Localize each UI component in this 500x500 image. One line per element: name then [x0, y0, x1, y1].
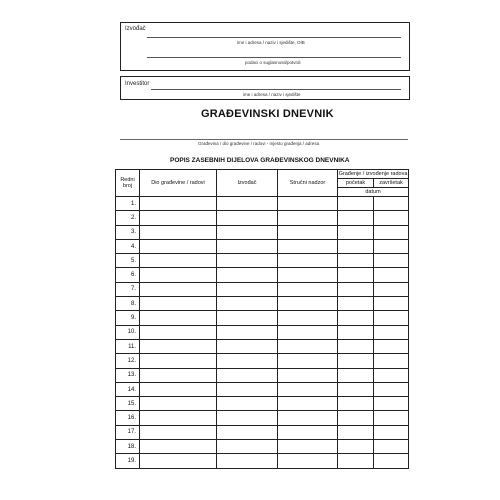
part-cell[interactable] — [140, 411, 217, 425]
end-date-cell[interactable] — [374, 425, 409, 439]
contractor-name-line[interactable] — [147, 37, 401, 38]
supervision-cell[interactable] — [278, 425, 338, 439]
supervision-cell[interactable] — [278, 297, 338, 311]
start-date-cell[interactable] — [338, 354, 374, 368]
table-row — [116, 354, 409, 368]
supervision-cell[interactable] — [278, 368, 338, 382]
table-row — [116, 197, 409, 211]
row-number: 9. — [116, 311, 140, 325]
end-date-cell[interactable] — [374, 325, 409, 339]
contractor-cell[interactable] — [217, 311, 278, 325]
start-date-cell[interactable] — [338, 397, 374, 411]
end-date-cell[interactable] — [374, 411, 409, 425]
part-cell[interactable] — [140, 368, 217, 382]
contractor-cell[interactable] — [217, 339, 278, 353]
part-cell[interactable] — [140, 197, 217, 211]
start-date-cell[interactable] — [338, 197, 374, 211]
end-date-cell[interactable] — [374, 211, 409, 225]
contractor-cell[interactable] — [217, 368, 278, 382]
header-supervision: Stručni nadzor — [278, 170, 338, 197]
start-date-cell[interactable] — [338, 297, 374, 311]
end-date-cell[interactable] — [374, 239, 409, 253]
contractor-cell[interactable] — [217, 440, 278, 454]
end-date-cell[interactable] — [374, 254, 409, 268]
part-cell[interactable] — [140, 297, 217, 311]
header-row-number: Redni broj — [116, 170, 140, 197]
part-cell[interactable] — [140, 282, 217, 296]
table-row — [116, 339, 409, 353]
end-date-cell[interactable] — [374, 440, 409, 454]
contractor-cell[interactable] — [217, 282, 278, 296]
part-cell[interactable] — [140, 268, 217, 282]
row-number: 18. — [116, 440, 140, 454]
end-date-cell[interactable] — [374, 397, 409, 411]
contractor-cell[interactable] — [217, 397, 278, 411]
part-cell[interactable] — [140, 254, 217, 268]
start-date-cell[interactable] — [338, 239, 374, 253]
row-number: 5. — [116, 254, 140, 268]
contractor-cell[interactable] — [217, 197, 278, 211]
row-number: 3. — [116, 225, 140, 239]
row-number: 17. — [116, 425, 140, 439]
table-row — [116, 311, 409, 325]
part-cell[interactable] — [140, 225, 217, 239]
part-cell[interactable] — [140, 311, 217, 325]
start-date-cell[interactable] — [338, 382, 374, 396]
contractor-cell[interactable] — [217, 382, 278, 396]
part-cell[interactable] — [140, 454, 217, 468]
investor-box — [120, 76, 410, 100]
header-start: početak — [338, 179, 374, 188]
row-number: 15. — [116, 397, 140, 411]
contractor-approval-line[interactable] — [147, 57, 401, 58]
start-date-cell[interactable] — [338, 254, 374, 268]
part-cell[interactable] — [140, 239, 217, 253]
table-row — [116, 440, 409, 454]
end-date-cell[interactable] — [374, 339, 409, 353]
part-cell[interactable] — [140, 425, 217, 439]
end-date-cell[interactable] — [374, 268, 409, 282]
supervision-cell[interactable] — [278, 197, 338, 211]
start-date-cell[interactable] — [338, 425, 374, 439]
supervision-cell[interactable] — [278, 339, 338, 353]
row-number: 8. — [116, 297, 140, 311]
row-number: 16. — [116, 411, 140, 425]
building-caption: Građevina / dio građevine / radovi - mjesto građenja / adresa — [198, 141, 320, 146]
contractor-label: Izvođač — [125, 26, 146, 32]
contractor-cell[interactable] — [217, 297, 278, 311]
investor-name-caption: ime i adresa / naziv i sjedište — [243, 92, 301, 97]
part-cell[interactable] — [140, 325, 217, 339]
supervision-cell[interactable] — [278, 382, 338, 396]
part-cell[interactable] — [140, 354, 217, 368]
end-date-cell[interactable] — [374, 225, 409, 239]
part-cell[interactable] — [140, 211, 217, 225]
start-date-cell[interactable] — [338, 211, 374, 225]
start-date-cell[interactable] — [338, 454, 374, 468]
row-number: 7. — [116, 282, 140, 296]
supervision-cell[interactable] — [278, 211, 338, 225]
supervision-cell[interactable] — [278, 239, 338, 253]
header-period: Građenje / izvođenje radova — [338, 170, 408, 177]
supervision-cell[interactable] — [278, 397, 338, 411]
table-row — [116, 268, 409, 282]
contractor-name-caption: ime i adresa / naziv i sjedište, OIB — [237, 40, 305, 45]
end-date-cell[interactable] — [374, 297, 409, 311]
table-row — [116, 425, 409, 439]
investor-label: Investitor — [125, 81, 150, 87]
contractor-cell[interactable] — [217, 211, 278, 225]
start-date-cell[interactable] — [338, 268, 374, 282]
supervision-cell[interactable] — [278, 282, 338, 296]
contractor-cell[interactable] — [217, 239, 278, 253]
end-date-cell[interactable] — [374, 197, 409, 211]
table-row — [116, 368, 409, 382]
header-part: Dio građevine / radovi — [140, 170, 217, 197]
start-date-cell[interactable] — [338, 440, 374, 454]
header-date: datum — [338, 188, 409, 197]
supervision-cell[interactable] — [278, 454, 338, 468]
part-cell[interactable] — [140, 382, 217, 396]
supervision-cell[interactable] — [278, 440, 338, 454]
contractor-cell[interactable] — [217, 268, 278, 282]
row-number: 6. — [116, 268, 140, 282]
start-date-cell[interactable] — [338, 339, 374, 353]
supervision-cell[interactable] — [278, 411, 338, 425]
start-date-cell[interactable] — [338, 411, 374, 425]
table-row — [116, 225, 409, 239]
header-end: završetak — [374, 179, 409, 188]
row-number: 10. — [116, 325, 140, 339]
table-row — [116, 397, 409, 411]
table-title: POPIS ZASEBNIH DIJELOVA GRAĐEVINSKOG DNEVNIKA — [170, 157, 350, 164]
table-row — [116, 325, 409, 339]
start-date-cell[interactable] — [338, 368, 374, 382]
contractor-box — [120, 22, 410, 71]
table-row — [116, 382, 409, 396]
row-number: 1. — [116, 197, 140, 211]
start-date-cell[interactable] — [338, 311, 374, 325]
contractor-approval-caption: podaci o suglasnosti/potvrdi — [245, 60, 301, 65]
supervision-cell[interactable] — [278, 225, 338, 239]
row-number: 12. — [116, 354, 140, 368]
contractor-cell[interactable] — [217, 411, 278, 425]
part-cell[interactable] — [140, 440, 217, 454]
building-line[interactable] — [120, 139, 408, 140]
row-number: 11. — [116, 339, 140, 353]
supervision-cell[interactable] — [278, 311, 338, 325]
table-row — [116, 411, 409, 425]
row-number: 13. — [116, 368, 140, 382]
table-row — [116, 211, 409, 225]
start-date-cell[interactable] — [338, 282, 374, 296]
contractor-cell[interactable] — [217, 354, 278, 368]
row-number: 14. — [116, 382, 140, 396]
contractor-cell[interactable] — [217, 454, 278, 468]
start-date-cell[interactable] — [338, 225, 374, 239]
end-date-cell[interactable] — [374, 354, 409, 368]
start-date-cell[interactable] — [338, 325, 374, 339]
end-date-cell[interactable] — [374, 368, 409, 382]
supervision-cell[interactable] — [278, 354, 338, 368]
table-row — [116, 282, 409, 296]
contractor-cell[interactable] — [217, 225, 278, 239]
contractor-cell[interactable] — [217, 425, 278, 439]
investor-name-line[interactable] — [151, 89, 401, 90]
contractor-cell[interactable] — [217, 254, 278, 268]
header-contractor: Izvođač — [217, 170, 278, 197]
table-row — [116, 297, 409, 311]
row-number: 19. — [116, 454, 140, 468]
supervision-cell[interactable] — [278, 268, 338, 282]
contractor-cell[interactable] — [217, 325, 278, 339]
row-number: 2. — [116, 211, 140, 225]
end-date-cell[interactable] — [374, 282, 409, 296]
part-cell[interactable] — [140, 397, 217, 411]
table-body — [116, 197, 409, 469]
end-date-cell[interactable] — [374, 311, 409, 325]
end-date-cell[interactable] — [374, 382, 409, 396]
part-cell[interactable] — [140, 339, 217, 353]
table-row — [116, 239, 409, 253]
supervision-cell[interactable] — [278, 254, 338, 268]
row-number: 4. — [116, 239, 140, 253]
table-row — [116, 454, 409, 468]
supervision-cell[interactable] — [278, 325, 338, 339]
end-date-cell[interactable] — [374, 454, 409, 468]
parts-table — [115, 169, 409, 469]
page-title: GRAĐEVINSKI DNEVNIK — [201, 108, 334, 120]
table-row — [116, 254, 409, 268]
